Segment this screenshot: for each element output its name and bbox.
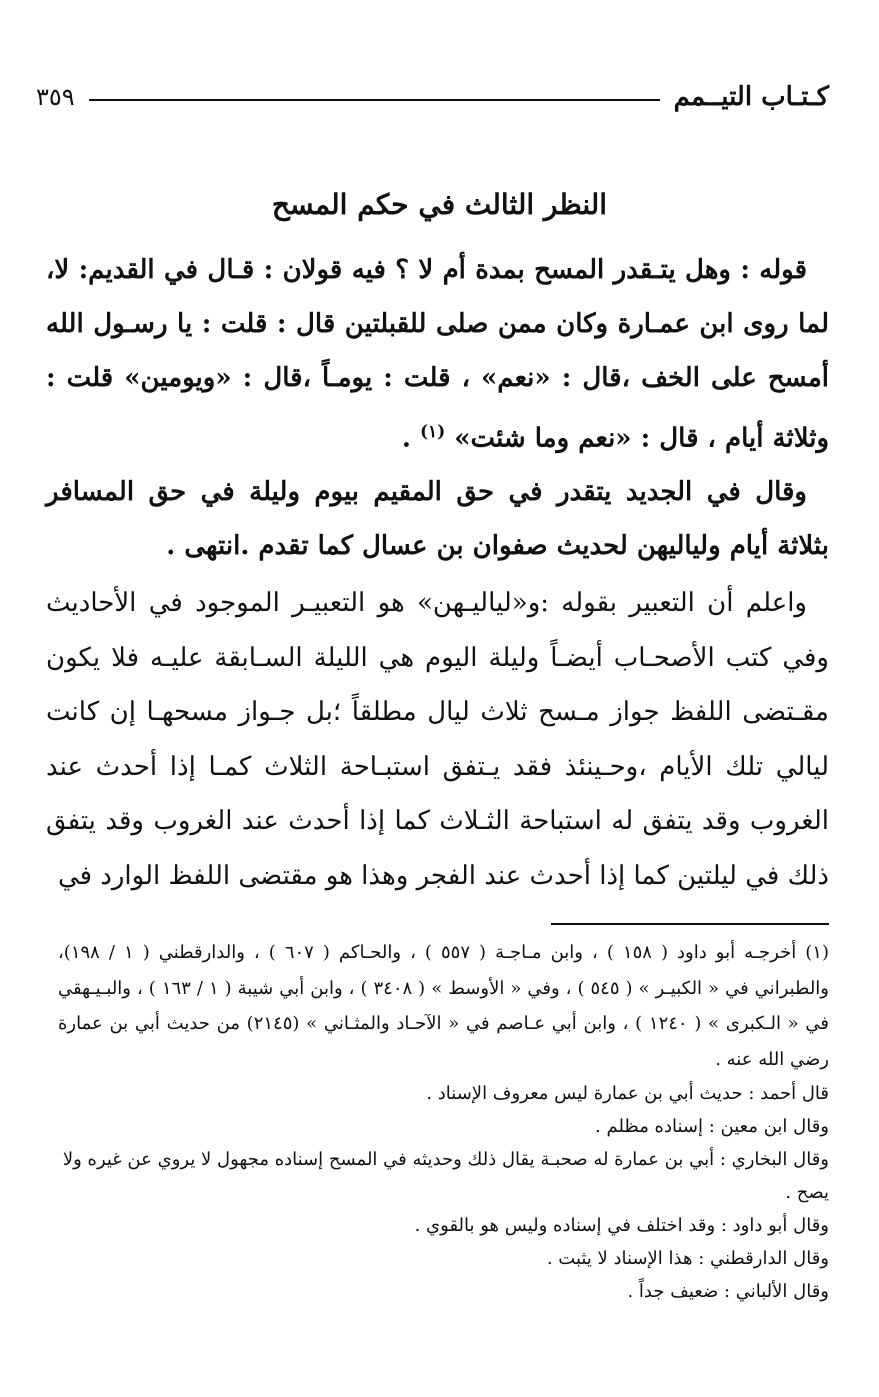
footnote-reference: (١) — [420, 422, 446, 442]
footnotes — [58, 935, 829, 1308]
page-number: ٣٥٩ — [36, 83, 75, 111]
running-header — [36, 74, 829, 120]
footnote-line: وقال ابن معين : إسناده مظلم . — [595, 1116, 829, 1137]
paragraph-commentary: واعلم أن التعبير بقوله :و«لياليـهن» هو التعبيـر الموجود في الأحاديث وفي كتب الأصحـاب أيضـاً وليلة اليوم هي الليلة السـابقة عليـه فلا يكون مقـتضى اللفظ جواز مـسح ثلاث ليال مطلقاً ؛بل جـواز مسحهـا إن كانت ليالي تلك الأيام ،وحـينئذ فقد يـتفق استبـاحة الثلاث كمـا إذا أحدث عند الغروب وقد يتفق له استباحة الثـلاث كما إذا أحدث عند الغروب وقد يتفق ذلك في ليلتين كما إذا أحدث عند الفجر وهذا هو مقتضى اللفظ الوارد في — [46, 588, 829, 891]
footnote-line: وقال البخاري : أبي بن عمارة له صحبـة يقال ذلك وحديثه في المسح إسناده مجهول لا يروي عن غيره ولا يصح . — [62, 1149, 829, 1203]
chapter-title: كـتـاب التيــمم — [673, 82, 829, 112]
footnote-line: وقال الألباني : ضعيف جداً . — [627, 1281, 829, 1302]
paragraph-quote-new-view: وقال في الجديد يتقدر في حق المقيم بيوم وليلة في حق المسافر بثلاثة أيام ولياليهن لحديث صفوان بن عسال كما تقدم .انتهى . — [46, 477, 829, 561]
footnote-line: وقال أبو داود : وقد اختلف في إسناده وليس هو بالقوي . — [414, 1215, 829, 1236]
paragraph-text: قوله : وهل يتـقدر المسح بمدة أم لا ؟ فيه قولان : قـال في القديم: لا، لما روى ابن عمـارة وكان ممن صلى للقبلتين قال : قلت : يا رسـول الله أمسح على الخف ،قال : «نعم» ، قلت : يومـاً ،قال : «ويومين» قلت : وثلاثة أيام ، قال : «نعم وما شئت» — [46, 255, 829, 454]
header-rule — [89, 99, 660, 101]
footnote-separator — [551, 923, 829, 925]
footnote-1: (١) أخرجـه أبو داود ( ١٥٨ ) ، وابن مـاجـة ( ٥٥٧ ) ، والحـاكم ( ٦٠٧ ) ، والدارقطني ( ١ / ١٩٨)، والطبراني في « الكبيـر » ( ٥٤٥ ) ، وفي « الأوسط » ( ٣٤٠٨ ) ، وابن أبي شيبة ( ١ / ١٦٣ ) ، والبـيـهقي في « الـكبرى » ( ١٢٤٠ ) ، وابن أبي عـاصم في « الآحـاد والمثـاني » (٢١٤٥) من حديث أبي بن عمارة رضي الله عنه . — [58, 942, 829, 1070]
footnote-line: قال أحمد : حديث أبي بن عمارة ليس معروف الإسناد . — [426, 1083, 829, 1104]
footnote-line: وقال الدارقطني : هذا الإسناد لا يثبت . — [546, 1248, 829, 1269]
paragraph-quote-old-view — [46, 243, 829, 466]
section-title: النظر الثالث في حكم المسح — [271, 188, 608, 221]
paragraph-end: . — [401, 423, 420, 454]
